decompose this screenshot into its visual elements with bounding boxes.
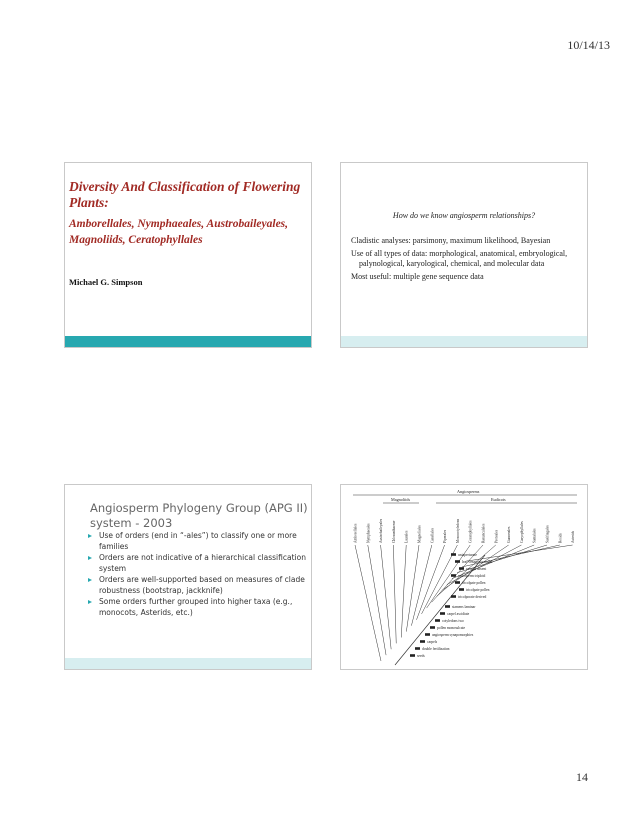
phylogeny-tree-figure [341,485,588,670]
list-item [87,597,309,618]
synapomorphy-marker [459,588,464,591]
tree-branch [416,545,444,620]
tree-branch [447,545,522,585]
synapomorphy-marker [451,574,456,577]
synapomorphy-marker [415,647,420,650]
slide-1-accent-bar [65,336,311,347]
synapomorphy-label: vessels absent [466,566,487,571]
synapomorphy-marker [451,553,456,556]
label-eudicots: Eudicots [491,497,506,502]
synapomorphy-marker [430,626,435,629]
list-item [87,575,309,596]
bullet-text: Orders are well-supported based on measures of clade robustness (bootstrap, jackknife) [99,575,305,595]
synapomorphy-label: leaf venation parallel [462,559,493,564]
slide-2-heading: How do we know angiosperm relationships? [392,211,536,220]
taxon-label: Monocotyledons [455,518,460,543]
taxon-label: Piperales [443,529,448,543]
slide-2-body [351,236,583,284]
taxon-label: Chloranthaceae [391,520,396,543]
synapomorphy-marker [455,560,460,563]
synapomorphy-label: angiosperm synapomorphies [432,632,474,637]
synapomorphy-label: cotyledons two [442,618,464,623]
bullet-text: Some orders further grouped into higher taxa (e.g., monocots, Asterids, etc.) [99,597,293,617]
synapomorphy-marker [410,654,415,657]
slide-1-title [64,162,312,348]
taxon-labels [354,518,576,543]
synapomorphy-marker [435,619,440,622]
slide-3-heading: Angiosperm Phylogeny Group (APG II) system - 2003 [90,501,308,530]
taxon-label: Ceratophyllales [468,520,473,543]
triangle-bullet-icon [88,534,92,538]
slide-2-accent-bar [341,336,587,347]
page-date: 10/14/13 [567,38,610,52]
taxon-label: Magnoliales [417,525,422,543]
taxon-label: Gunnerales [507,526,512,543]
synapomorphy-label: tricolporate derived [458,594,487,599]
tree-branch [467,545,572,561]
synapomorphy-marker [445,605,450,608]
label-magnoliids: Magnoliids [391,497,411,502]
taxon-label: Rosids [558,533,563,543]
synapomorphy-marker [455,581,460,584]
synapomorphy-label: carpels [427,639,438,644]
synapomorphy-marker [451,595,456,598]
slide-3-apg [64,484,312,670]
slide-1-heading: Diversity And Classification of Flowering Plants: [69,179,301,210]
taxon-label: Santalales [532,528,537,543]
taxon-label: Ranunculales [481,523,486,543]
synapomorphy-label: uniaperturate [458,552,477,557]
bullet-text: Use of orders (end in “-ales”) to classify one or more families [99,531,297,551]
triangle-bullet-icon [88,556,92,560]
synapomorphy-marker [420,640,425,643]
list-item [87,531,309,552]
bullet-text: Orders are not indicative of a hierarchical classification system [99,553,306,573]
synapomorphy-marker [425,633,430,636]
slide-3-accent-bar [65,658,311,669]
synapomorphy-marker [440,612,445,615]
taxon-label: Caryophyllales [519,521,524,543]
triangle-bullet-icon [88,600,92,604]
list-item [87,553,309,574]
taxon-label: Asterids [571,531,576,543]
slide-2-line: Most useful: multiple gene sequence data [351,271,484,281]
slide-1-author: Michael G. Simpson [69,277,143,287]
tree-branch [368,545,386,655]
taxon-label: Austrobaileyales [379,518,384,543]
slide-2-line: Use of all types of data: morphological, anatomical, embryological, palynological, karyological, chemical, and molecular data [351,248,568,268]
tree-branch [393,545,396,643]
tree-branch [401,545,406,637]
tree-branch [355,545,381,661]
taxon-label: Proteales [494,529,499,543]
synapomorphy-label: endosperm triploid [458,573,486,578]
triangle-bullet-icon [88,578,92,582]
synapomorphy-label: seeds [417,653,425,658]
synapomorphy-label: carpel ascidiate [447,611,470,616]
taxon-label: Amborellales [353,523,358,543]
slide-3-bullet-list [87,531,309,619]
label-angiosperms: Angiosperms [457,489,480,494]
synapomorphy-marker [459,567,464,570]
synapomorphy-label: pollen monosulcate [437,625,466,630]
slide-4-phylogeny [340,484,588,670]
taxon-label: Laurales [404,530,409,543]
taxon-label: Nymphaeales [366,523,371,543]
slide-1-subtitle: Amborellales, Nymphaeales, Austrobaileyales, Magnoliids, Ceratophyllales [69,218,289,246]
synapomorphy-label: double fertilization [422,646,450,651]
synapomorphy-label: tricolpate pollen [462,580,486,585]
slide-2-relationships [340,162,588,348]
synapomorphy-label: stamens laminar [452,604,476,609]
tree-annotations [410,553,492,658]
taxon-label: Canellales [430,528,435,543]
taxon-label: Saxifragales [545,525,550,543]
synapomorphy-label: tricolpate pollen [466,587,490,592]
slide-2-line: Cladistic analyses: parsimony, maximum likelihood, Bayesian [351,236,551,245]
tree-branch [381,545,392,649]
page-number: 14 [576,770,588,784]
